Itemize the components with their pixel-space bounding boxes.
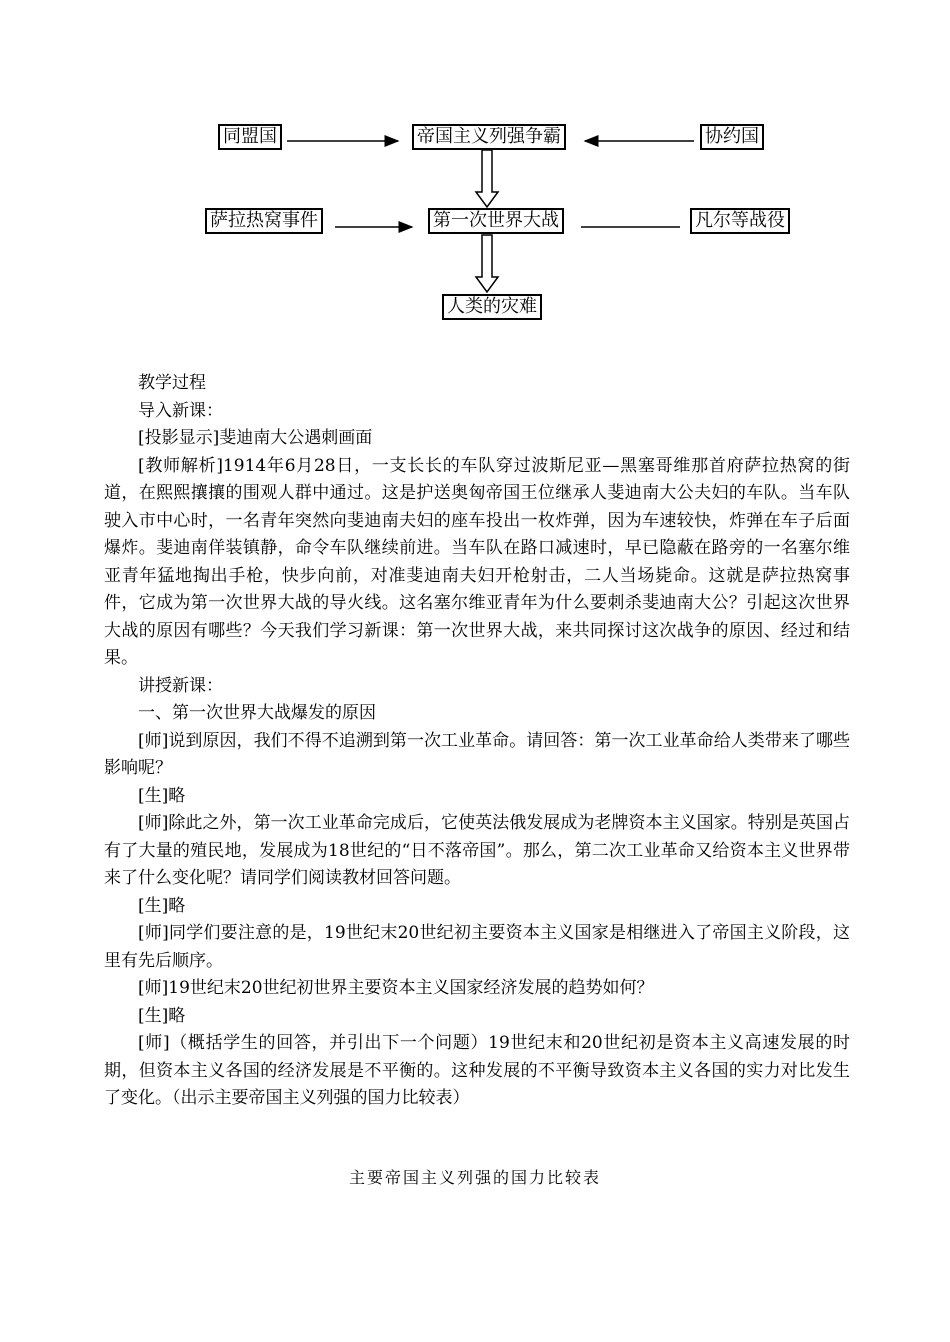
paragraph: [生]略 xyxy=(138,785,186,806)
paragraph: [师]（概括学生的回答，并引出下一个问题）19世纪末和20世纪初是资本主义高速发展的时期，但资本主义各国的经济发展是不平衡的。这种发展的不平衡导致资本主义各国的实力对比发生了变化。（出示主要帝国主义列强的国力比较表） xyxy=(104,1033,850,1108)
paragraph: [投影显示]斐迪南大公遇刺画面 xyxy=(138,428,373,448)
paragraph: 教学过程 xyxy=(138,373,206,393)
alliance-box: 同盟国 xyxy=(218,124,282,150)
table-title: 主要帝国主义列强的国力比较表 xyxy=(348,1168,601,1187)
paragraph: 一、第一次世界大战爆发的原因 xyxy=(138,703,376,723)
verdun-box: 凡尔等战役 xyxy=(690,208,790,234)
paragraph: [生]略 xyxy=(138,1005,186,1026)
paragraph: [师]除此之外，第一次工业革命完成后，它使英法俄发展成为老牌资本主义国家。特别是英国占有了大量的殖民地，发展成为18世纪的“日不落帝国”。那么，第二次工业革命又给资本主义世界带来了什么变化呢？请同学们阅读教材回答问题。 xyxy=(104,813,850,888)
paragraph: [师]说到原因，我们不得不追溯到第一次工业革命。请回答：第一次工业革命给人类带来了哪些影响呢？ xyxy=(104,730,850,778)
ww1-box: 第一次世界大战 xyxy=(428,208,564,234)
entente-box: 协约国 xyxy=(700,124,764,150)
paragraph: [师]同学们要注意的是，19世纪末20世纪初主要资本主义国家是相继进入了帝国主义阶段，这里有先后顺序。 xyxy=(104,923,850,971)
paragraph: 导入新课： xyxy=(138,400,223,421)
paragraph: [教师解析]1914年6月28日，一支长长的车队穿过波斯尼亚—黑塞哥维那首府萨拉热窝的街道，在熙熙攘攘的围观人群中通过。这是护送奥匈帝国王位继承人斐迪南大公夫妇的车队。当车队驶入市中心时，一名青年突然向斐迪南夫妇的座车投出一枚炸弹，因为车速较快，炸弹在车子后面爆炸。斐迪南佯装镇静，命令车队继续前进。当车队在路口减速时，早已隐蔽在路旁的一名塞尔维亚青年猛地掏出手枪，快步向前，对准斐迪南夫妇开枪射击，二人当场毙命。这就是萨拉热窝事件，它成为第一次世界大战的导火线。这名塞尔维亚青年为什么要刺杀斐迪南大公？引起这次世界大战的原因有哪些？今天我们学习新课：第一次世界大战，来共同探讨这次战争的原因、经过和结果。 xyxy=(104,455,850,668)
paragraph: 讲授新课： xyxy=(138,675,223,696)
disaster-box: 人类的灾难 xyxy=(442,294,542,320)
hollow-arrow-war-to-disaster xyxy=(476,235,498,292)
rivalry-box: 帝国主义列强争霸 xyxy=(412,124,566,150)
sarajevo-box: 萨拉热窝事件 xyxy=(205,208,323,234)
hollow-arrow-rivalry-to-war xyxy=(476,150,498,207)
lesson-body xyxy=(104,370,850,1113)
paragraph: [师]19世纪末20世纪初世界主要资本主义国家经济发展的趋势如何？ xyxy=(138,978,654,998)
diagram-connectors xyxy=(0,0,950,340)
flow-diagram xyxy=(0,0,950,340)
paragraph: [生]略 xyxy=(138,895,186,916)
